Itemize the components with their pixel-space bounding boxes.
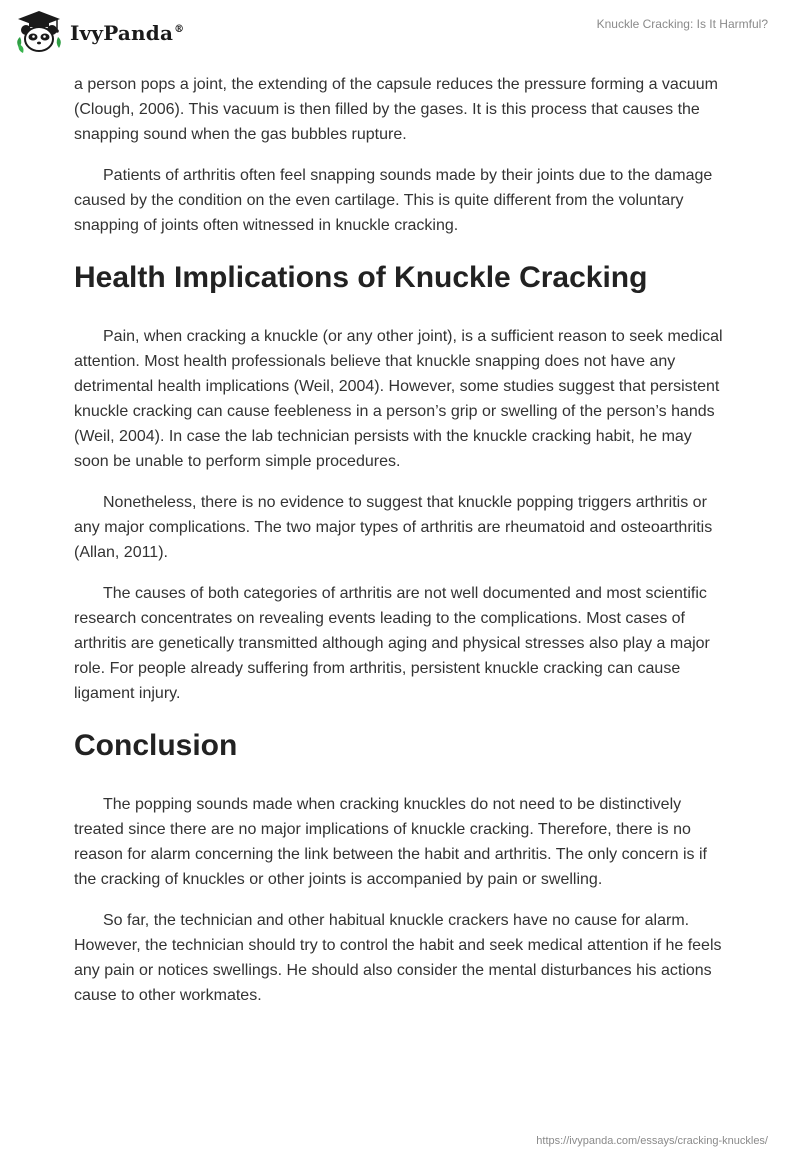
brand-name: IvyPanda® (70, 21, 185, 45)
paragraph-intro-continued: a person pops a joint, the extending of the capsule reduces the pressure forming a vacuum (Clough, 2006). This vacuum is then filled by the gases. It is this process that causes the snapping sound when the gas bubbles rupture. (74, 76, 718, 143)
brand-logo[interactable] (14, 8, 184, 58)
paragraph-arthritis-snapping: Patients of arthritis often feel snapping sounds made by their joints due to the damage caused by the condition on the even cartilage. This is quite different from the voluntary snapping of joints often witnessed in knuckle cracking. (74, 167, 713, 234)
panda-mascot-icon (14, 8, 64, 58)
document-title: Knuckle Cracking: Is It Harmful? (596, 17, 768, 31)
page-header (0, 0, 800, 70)
paragraph-health-2: Nonetheless, there is no evidence to suggest that knuckle popping triggers arthritis or any major complications. The two major types of arthritis are rheumatoid and osteoarthritis (Allan, 2011). (74, 494, 713, 561)
paragraph-conclusion-1: The popping sounds made when cracking knuckles do not need to be distinctively treated since there are no major implications of knuckle cracking. Therefore, there is no reason for alarm concerning the link between the habit and arthritis. The only concern is if the cracking of knuckles or other joints is accompanied by pain or swelling. (74, 796, 707, 888)
paragraph-conclusion-2: So far, the technician and other habitual knuckle crackers have no cause for alarm. However, the technician should try to control the habit and seek medical attention if he feels any pain or notices swellings. He should also consider the mental disturbances his actions cause to other workmates. (74, 912, 722, 1004)
source-url-link[interactable]: https://ivypanda.com/essays/cracking-knuckles/ (536, 1135, 768, 1147)
essay-body (74, 72, 730, 1024)
heading-health-implications: Health Implications of Knuckle Cracking (74, 261, 648, 294)
heading-conclusion: Conclusion (74, 729, 238, 762)
paragraph-health-1: Pain, when cracking a knuckle (or any other joint), is a sufficient reason to seek medical attention. Most health professionals believe that knuckle snapping does not have any detrimental health implications (Weil, 2004). However, some studies suggest that persistent knuckle cracking can cause feebleness in a person’s grip or swelling of the person’s hands (Weil, 2004). In case the lab technician persists with the knuckle cracking habit, he may soon be unable to perform simple procedures. (74, 328, 723, 470)
paragraph-health-3: The causes of both categories of arthritis are not well documented and most scientific research concentrates on revealing events leading to the complications. Most cases of arthritis are genetically transmitted although aging and physical stresses also play a major role. For people already suffering from arthritis, persistent knuckle cracking can cause ligament injury. (74, 585, 710, 702)
